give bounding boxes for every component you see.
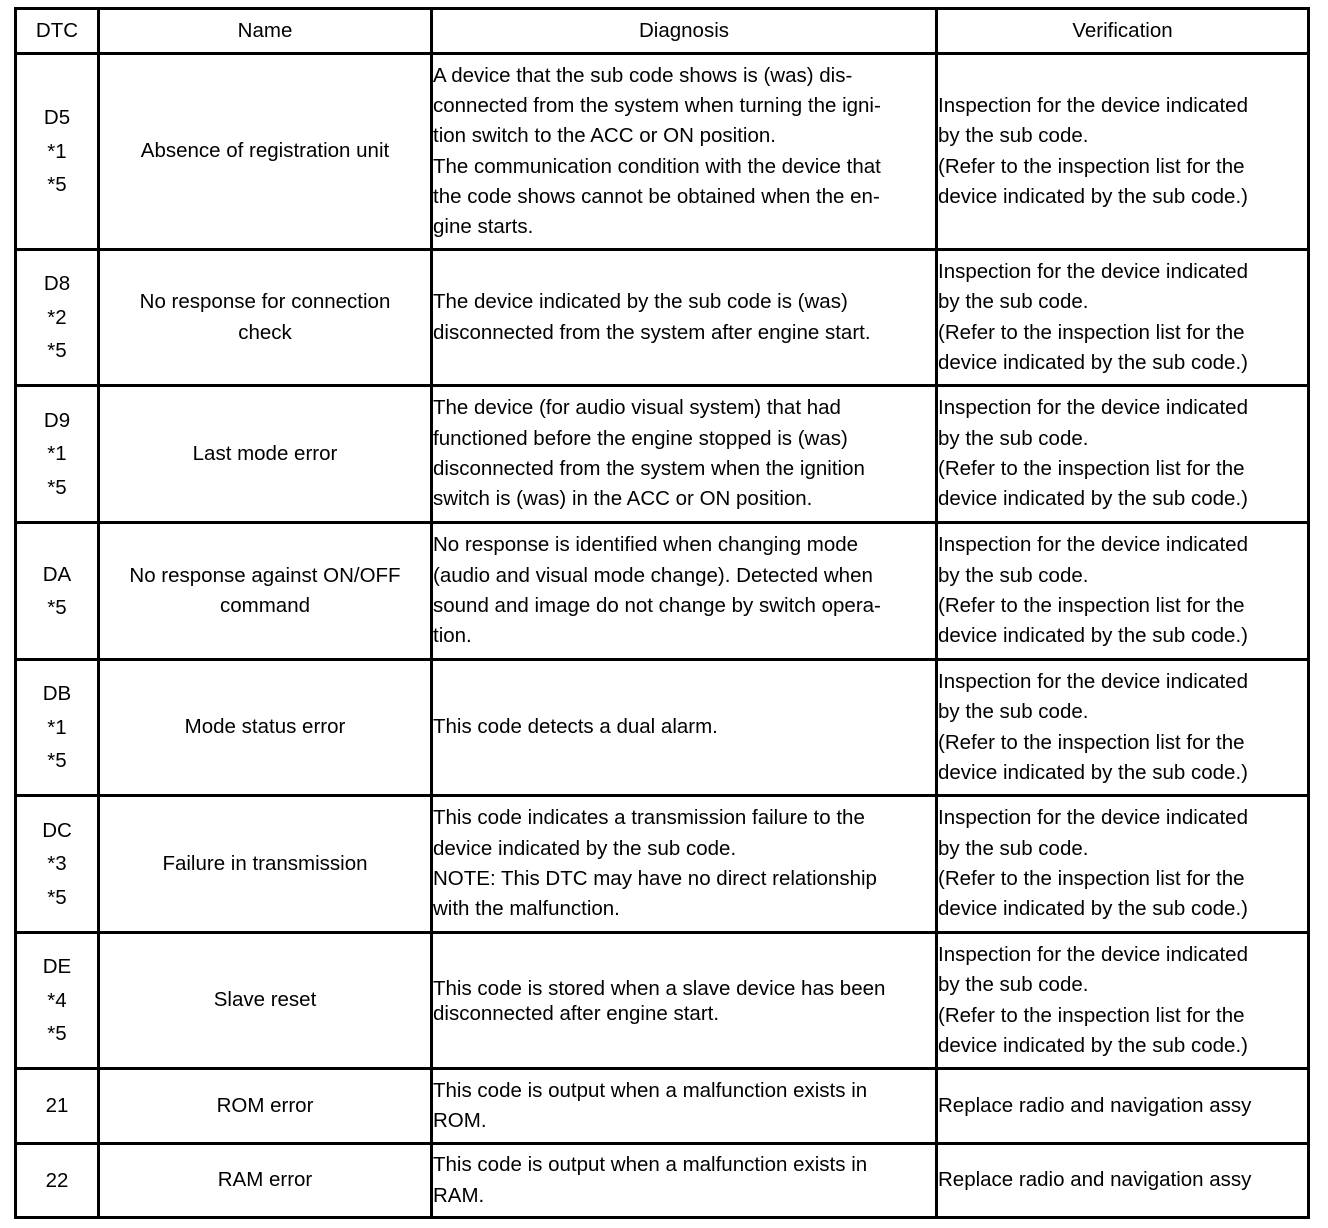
diagnosis-line: A device that the sub code shows is (was) dis-	[433, 63, 853, 87]
verification-line: device indicated by the sub code.)	[938, 624, 1248, 648]
dtc-verification-cell	[937, 1069, 1309, 1144]
verification-line: device indicated by the sub code.)	[938, 487, 1248, 511]
verification-line: by the sub code.	[938, 290, 1089, 314]
header-verification: Verification	[937, 9, 1309, 54]
diagnosis-line: disconnected from the system after engine start.	[433, 320, 871, 344]
diagnosis-line: functioned before the engine stopped is (was)	[433, 426, 848, 450]
dtc-name-cell	[99, 933, 432, 1069]
dtc-verification-cell	[937, 523, 1309, 660]
table-row	[16, 933, 1309, 1069]
diagnosis-line: the code shows cannot be obtained when the en-	[433, 184, 880, 208]
verification-line: (Refer to the inspection list for the	[938, 594, 1245, 617]
dtc-name-line: Failure in transmission	[162, 851, 368, 875]
dtc-code-cell	[16, 1144, 99, 1218]
diagnosis-line: sound and image do not change by switch opera-	[433, 594, 881, 617]
dtc-verification-cell	[937, 250, 1309, 386]
dtc-name-line: Last mode error	[192, 441, 338, 465]
dtc-verification-cell	[937, 1144, 1309, 1218]
header-name: Name	[99, 9, 432, 54]
diagnosis-line: This code indicates a transmission failure to the	[433, 806, 865, 830]
dtc-diagnosis-cell	[432, 1144, 937, 1218]
dtc-name-line: No response against ON/OFF	[129, 563, 401, 587]
verification-line: (Refer to the inspection list for the	[938, 320, 1245, 344]
diagnosis-line: ROM.	[433, 1109, 487, 1132]
dtc-diagnosis-cell	[432, 796, 937, 933]
dtc-name-cell	[99, 386, 432, 523]
diagnosis-line: This code is output when a malfunction exists in	[433, 1153, 868, 1177]
verification-line: by the sub code.	[938, 700, 1089, 724]
dtc-code-cell	[16, 933, 99, 1069]
dtc-code-line: D9	[43, 408, 71, 432]
dtc-name-line: Mode status error	[184, 715, 346, 739]
dtc-code-line: D8	[43, 272, 71, 296]
verification-line: (Refer to the inspection list for the	[938, 154, 1245, 178]
table-row	[16, 523, 1309, 660]
dtc-code-cell	[16, 1069, 99, 1144]
table-row	[16, 796, 1309, 933]
dtc-verification-cell	[937, 54, 1309, 250]
verification-line: by the sub code.	[938, 973, 1089, 997]
dtc-code-cell	[16, 54, 99, 250]
dtc-name-line: No response for connection	[139, 290, 391, 314]
verification-line: Inspection for the device indicated	[938, 533, 1248, 557]
diagnosis-line: (audio and visual mode change). Detected when	[433, 563, 873, 587]
dtc-code-line: 21	[45, 1094, 69, 1118]
dtc-verification-cell	[937, 796, 1309, 933]
dtc-code-line: *5	[47, 173, 67, 197]
verification-line: device indicated by the sub code.)	[938, 897, 1248, 921]
diagnosis-line: The device indicated by the sub code is (was)	[433, 290, 848, 314]
diagnosis-line: This code is output when a malfunction exists in	[433, 1078, 868, 1102]
dtc-name-line: command	[219, 594, 310, 617]
verification-line: Inspection for the device indicated	[938, 942, 1248, 966]
diagnosis-line: This code is stored when a slave device has been	[433, 976, 886, 1000]
diagnosis-line: RAM.	[433, 1183, 485, 1207]
verification-line: by the sub code.	[938, 426, 1089, 450]
dtc-code-line: 22	[45, 1168, 69, 1192]
dtc-name-line: ROM error	[216, 1093, 314, 1117]
dtc-code-line: *5	[47, 596, 67, 619]
dtc-verification-cell	[937, 933, 1309, 1069]
diagnosis-line: connected from the system when turning the igni-	[433, 93, 881, 117]
diagnosis-line: device indicated by the sub code.	[433, 836, 737, 860]
dtc-name-cell	[99, 54, 432, 250]
dtc-code-line: *1	[47, 715, 67, 739]
dtc-code-line: *4	[47, 988, 67, 1012]
diagnosis-line: tion switch to the ACC or ON position.	[433, 124, 776, 148]
verification-line: Inspection for the device indicated	[938, 806, 1248, 830]
verification-line: device indicated by the sub code.)	[938, 184, 1248, 208]
verification-line: device indicated by the sub code.)	[938, 760, 1248, 784]
table-row	[16, 1069, 1309, 1144]
verification-line: (Refer to the inspection list for the	[938, 867, 1245, 890]
dtc-code-line: *5	[47, 1022, 67, 1046]
dtc-code-cell	[16, 386, 99, 523]
table-row	[16, 250, 1309, 386]
diagnosis-line: No response is identified when changing mode	[433, 533, 859, 557]
verification-line: Inspection for the device indicated	[938, 396, 1248, 420]
dtc-diagnosis-cell	[432, 933, 937, 1069]
verification-line: Replace radio and navigation assy	[938, 1168, 1252, 1192]
dtc-name-cell	[99, 660, 432, 796]
diagnosis-line: with the malfunction.	[433, 897, 620, 921]
dtc-code-line: *5	[47, 885, 67, 909]
dtc-diagnosis-cell	[432, 1069, 937, 1144]
dtc-code-line: D5	[43, 106, 71, 130]
diagnosis-line: The device (for audio visual system) that had	[433, 396, 841, 420]
dtc-code-line: *5	[47, 475, 67, 499]
verification-line: by the sub code.	[938, 563, 1089, 587]
verification-line: by the sub code.	[938, 124, 1089, 148]
table-row	[16, 54, 1309, 250]
dtc-code-cell	[16, 660, 99, 796]
header-diagnosis: Diagnosis	[432, 9, 937, 54]
table-row	[16, 1144, 1309, 1218]
diagnosis-line: switch is (was) in the ACC or ON position.	[433, 487, 813, 511]
dtc-name-cell	[99, 1069, 432, 1144]
verification-line: (Refer to the inspection list for the	[938, 457, 1245, 480]
dtc-verification-cell	[937, 660, 1309, 796]
dtc-verification-cell	[937, 386, 1309, 523]
dtc-name-cell	[99, 250, 432, 386]
diagnosis-line: gine starts.	[433, 215, 534, 239]
dtc-name-line: check	[238, 320, 292, 344]
dtc-code-line: *3	[47, 852, 67, 876]
dtc-code-line: *2	[47, 305, 67, 329]
dtc-diagnosis-cell	[432, 523, 937, 660]
verification-line: device indicated by the sub code.)	[938, 1033, 1248, 1057]
dtc-code-cell	[16, 523, 99, 660]
dtc-code-line: DA	[42, 562, 72, 586]
table-row	[16, 660, 1309, 796]
diagnosis-line: disconnected after engine start.	[433, 1001, 720, 1025]
diagnosis-line: The communication condition with the device that	[433, 154, 881, 178]
dtc-diagnosis-cell	[432, 386, 937, 523]
diagnosis-line: disconnected from the system when the ignition	[433, 457, 865, 480]
table-row	[16, 386, 1309, 523]
header-row	[16, 9, 1309, 54]
dtc-code-line: *5	[47, 339, 67, 363]
verification-line: Inspection for the device indicated	[938, 259, 1248, 283]
diagnosis-line: NOTE: This DTC may have no direct relationship	[433, 867, 877, 890]
dtc-diagnosis-cell	[432, 660, 937, 796]
dtc-name-line: Slave reset	[213, 988, 317, 1012]
verification-line: Inspection for the device indicated	[938, 93, 1248, 117]
dtc-code-line: *1	[47, 139, 67, 163]
dtc-name-cell	[99, 796, 432, 933]
dtc-code-line: *5	[47, 749, 67, 773]
dtc-name-cell	[99, 1144, 432, 1218]
diagnosis-line: This code detects a dual alarm.	[433, 715, 718, 739]
verification-line: (Refer to the inspection list for the	[938, 730, 1245, 754]
dtc-name-line: RAM error	[217, 1168, 313, 1192]
dtc-code-line: *1	[47, 442, 67, 466]
verification-line: Inspection for the device indicated	[938, 669, 1248, 693]
header-dtc: DTC	[16, 9, 99, 54]
dtc-code-line: DE	[42, 955, 72, 979]
dtc-name-cell	[99, 523, 432, 660]
verification-line: device indicated by the sub code.)	[938, 350, 1248, 374]
dtc-code-cell	[16, 250, 99, 386]
verification-line: (Refer to the inspection list for the	[938, 1003, 1245, 1027]
dtc-table	[14, 7, 1310, 1219]
dtc-code-line: DC	[42, 818, 72, 842]
dtc-diagnosis-cell	[432, 250, 937, 386]
diagnosis-line: tion.	[433, 624, 472, 648]
verification-line: by the sub code.	[938, 836, 1089, 860]
dtc-diagnosis-cell	[432, 54, 937, 250]
dtc-name-line: Absence of registration unit	[140, 139, 390, 163]
verification-line: Replace radio and navigation assy	[938, 1093, 1252, 1117]
dtc-code-line: DB	[42, 682, 72, 706]
dtc-code-cell	[16, 796, 99, 933]
